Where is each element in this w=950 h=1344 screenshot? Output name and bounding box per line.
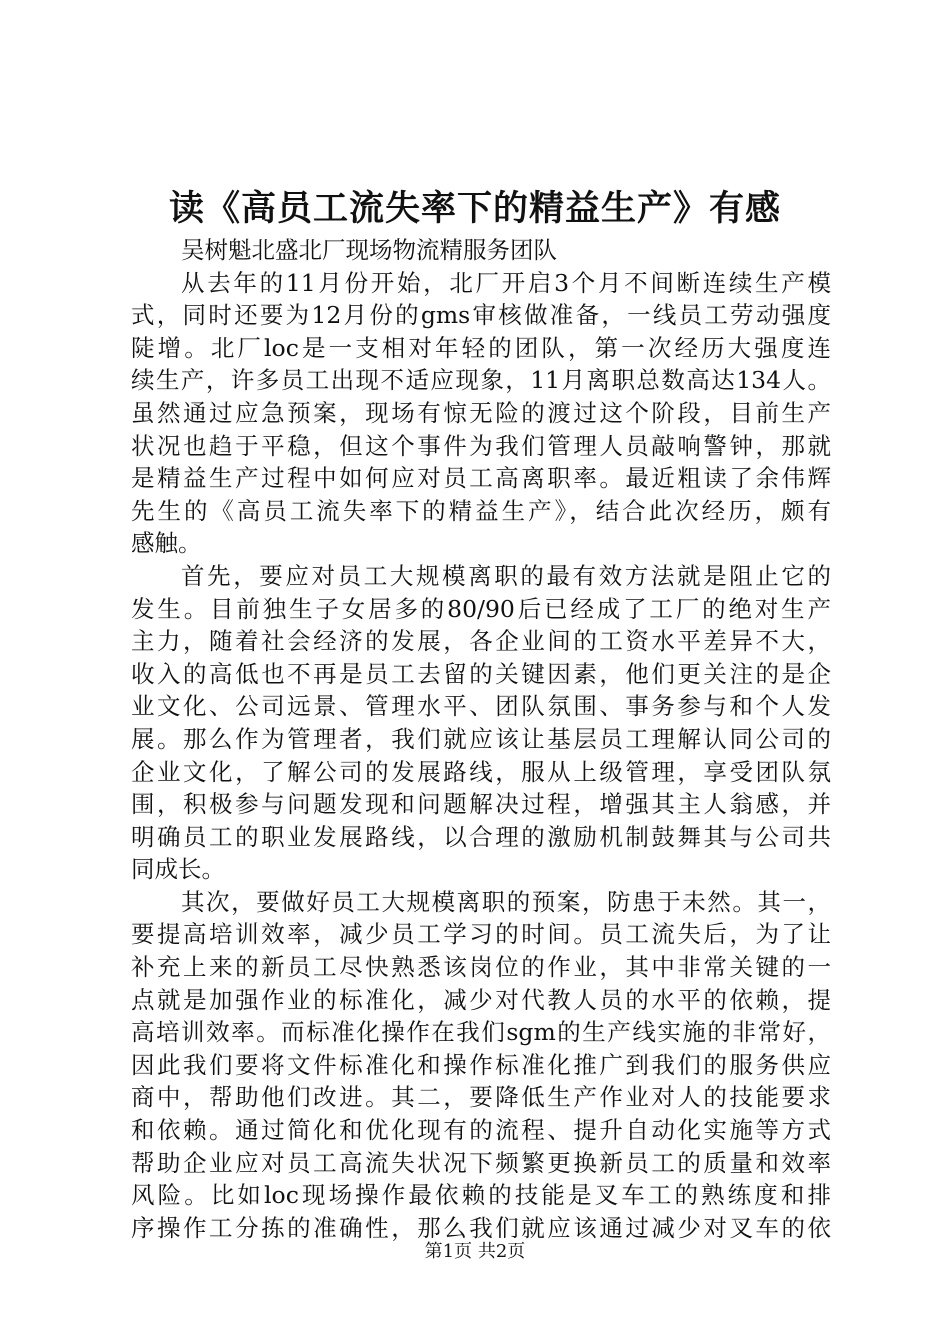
paragraph-line: 补充上来的新员工尽快熟悉该岗位的作业，其中非常关键的一 (131, 953, 831, 982)
document-body (131, 234, 831, 1244)
paragraph-line: 要提高培训效率，减少员工学习的时间。员工流失后，为了让 (131, 920, 831, 949)
paragraph-line: 序操作工分拣的准确性，那么我们就应该通过减少对叉车的依 (131, 1213, 831, 1242)
paragraph-1 (131, 267, 831, 560)
paragraph-line: 陡增。北厂loc是一支相对年轻的团队，第一次经历大强度连 (131, 333, 831, 362)
paragraph-line: 同成长。 (131, 855, 225, 884)
paragraph-line: 式，同时还要为12月份的gms审核做准备，一线员工劳动强度 (131, 301, 831, 330)
paragraph-line: 是精益生产过程中如何应对员工高离职率。最近粗读了余伟辉 (131, 464, 831, 493)
paragraph-line: 和依赖。通过简化和优化现有的流程、提升自动化实施等方式 (131, 1116, 831, 1145)
page-footer: 第1页 共2页 (424, 1241, 526, 1262)
paragraph-line: 从去年的11月份开始，北厂开启3个月不间断连续生产模 (181, 268, 831, 297)
paragraph-line: 因此我们要将文件标准化和操作标准化推广到我们的服务供应 (131, 1050, 831, 1079)
author-line: 吴树魁北盛北厂现场物流精服务团队 (181, 236, 557, 264)
paragraph-line: 感触。 (131, 529, 202, 558)
paragraph-line: 业文化、公司远景、管理水平、团队氛围、事务参与和个人发 (131, 692, 831, 721)
paragraph-line: 点就是加强作业的标准化，减少对代教人员的水平的依赖，提 (131, 985, 831, 1014)
paragraph-line: 明确员工的职业发展路线，以合理的激励机制鼓舞其与公司共 (131, 822, 831, 851)
paragraph-line: 主力，随着社会经济的发展，各企业间的工资水平差异不大， (131, 627, 831, 656)
paragraph-line: 高培训效率。而标准化操作在我们sgm的生产线实施的非常好， (131, 1018, 831, 1047)
paragraph-line: 商中，帮助他们改进。其二，要降低生产作业对人的技能要求 (131, 1083, 831, 1112)
paragraph-line: 风险。比如loc现场操作最依赖的技能是叉车工的熟练度和排 (131, 1181, 831, 1210)
paragraph-line: 其次，要做好员工大规模离职的预案，防患于未然。其一， (181, 887, 831, 916)
paragraph-2 (131, 560, 831, 886)
paragraph-line: 收入的高低也不再是员工去留的关键因素，他们更关注的是企 (131, 659, 831, 688)
paragraph-line: 展。那么作为管理者，我们就应该让基层员工理解认同公司的 (131, 724, 831, 753)
paragraph-line: 帮助企业应对员工高流失状况下频繁更换新员工的质量和效率 (131, 1148, 831, 1177)
paragraph-3 (131, 886, 831, 1245)
paragraph-line: 围，积极参与问题发现和问题解决过程，增强其主人翁感，并 (131, 790, 831, 819)
paragraph-line: 首先，要应对员工大规模离职的最有效方法就是阻止它的 (181, 561, 831, 590)
document-title: 读《高员工流失率下的精益生产》有感 (168, 188, 781, 229)
paragraph-line: 企业文化，了解公司的发展路线，服从上级管理，享受团队氛 (131, 757, 831, 786)
paragraph-line: 虽然通过应急预案，现场有惊无险的渡过这个阶段，目前生产 (131, 398, 831, 427)
paragraph-line: 续生产，许多员工出现不适应现象，11月离职总数高达134人。 (131, 366, 831, 395)
paragraph-line: 发生。目前独生子女居多的80/90后已经成了工厂的绝对生产 (131, 594, 831, 623)
paragraph-line: 先生的《高员工流失率下的精益生产》，结合此次经历，颇有 (131, 496, 831, 525)
paragraph-line: 状况也趋于平稳，但这个事件为我们管理人员敲响警钟，那就 (131, 431, 831, 460)
